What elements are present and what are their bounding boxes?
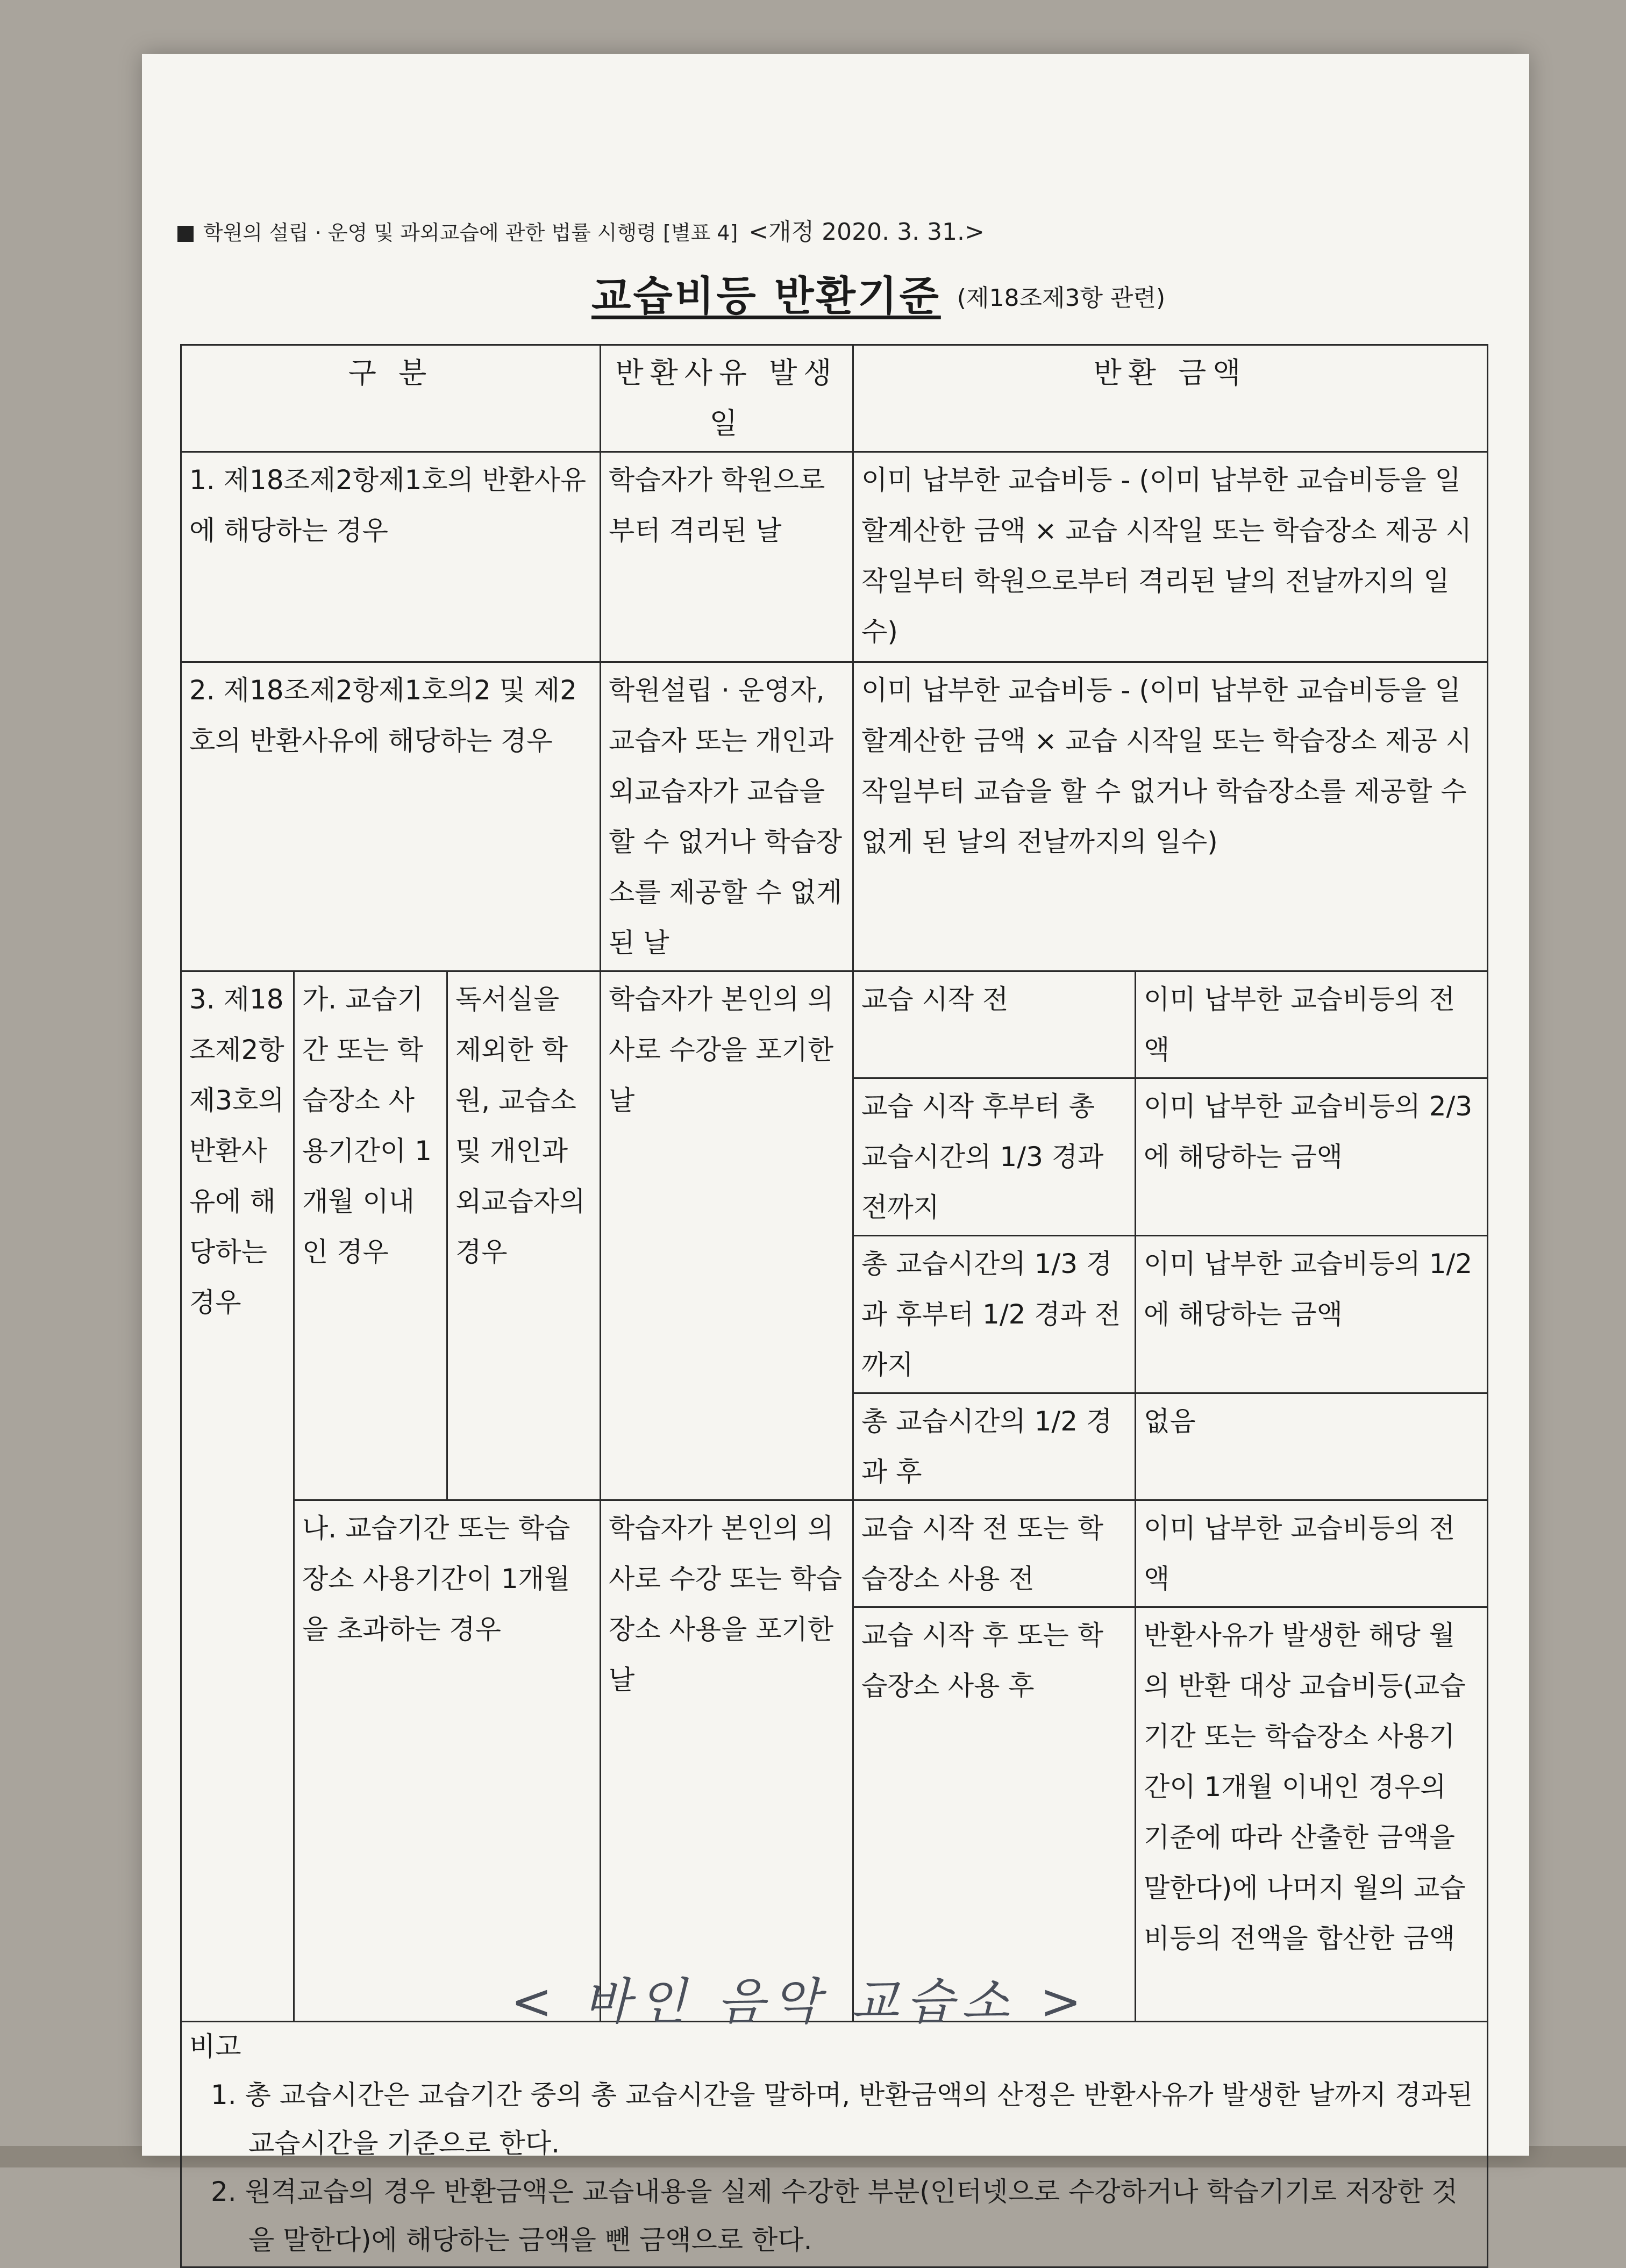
law-reference [177, 212, 1253, 247]
table-header-row [181, 345, 1488, 452]
handwritten-signature: < 바인 음악 교습소 > [511, 1973, 1089, 2030]
law-reference-text: 학원의 설립 · 운영 및 과외교습에 관한 법률 시행령 [별표 4] [203, 221, 738, 245]
row3-category: 3. 제18조제2항제3호의 반환사유에 해당하는 경우 [181, 971, 294, 2022]
row3-ga-condition-text: 교습기간 또는 학습장소 사용기간이 1개월 이내인 경우 [302, 984, 432, 1268]
row3-ga-condition [294, 971, 447, 1500]
row3-na-label: 나. [302, 1513, 337, 1544]
row3-ga-date: 학습자가 본인의 의사로 수강을 포기한 날 [601, 971, 853, 1500]
amendment-date: <개정 2020. 3. 31.> [748, 218, 985, 246]
ga-period-4: 총 교습시간의 1/2 경과 후 [853, 1393, 1136, 1500]
row3-ga-target: 독서실을 제외한 학원, 교습소 및 개인과외교습자의 경우 [447, 971, 601, 1500]
row1-amount: 이미 납부한 교습비등 - (이미 납부한 교습비등을 일할계산한 금액 × 교습 시작일 또는 학습장소 제공 시작일부터 학원으로부터 격리된 날의 전날까지의 일수) [853, 452, 1488, 662]
table-row [181, 2022, 1488, 2267]
row2-amount: 이미 납부한 교습비등 - (이미 납부한 교습비등을 일할계산한 금액 × 교습 시작일 또는 학습장소 제공 시작일부터 교습을 할 수 없거나 학습장소를 제공할 수 없게 된 날의 전날까지의 일수) [853, 662, 1488, 971]
row3-na-condition [294, 1500, 601, 2022]
note-item-2: 2. 원격교습의 경우 반환금액은 교습내용을 실제 수강한 부분(인터넷으로 수강하거나 학습기기로 저장한 것을 말한다)에 해당하는 금액을 뺀 금액으로 한다. [211, 2176, 1458, 2256]
row1-date: 학습자가 학원으로부터 격리된 날 [601, 452, 853, 662]
na-period-1: 교습 시작 전 또는 학습장소 사용 전 [853, 1500, 1136, 1607]
row3-na-condition-text: 교습기간 또는 학습장소 사용기간이 1개월을 초과하는 경우 [302, 1513, 570, 1645]
row3-ga-label: 가. [302, 984, 337, 1015]
page-title: 교습비등 반환기준 [591, 272, 941, 320]
header-category: 구 분 [181, 345, 601, 452]
ga-period-2: 교습 시작 후부터 총 교습시간의 1/3 경과 전까지 [853, 1078, 1136, 1236]
note-item-1: 1. 총 교습시간은 교습기간 중의 총 교습시간을 말하며, 반환금액의 산정은 반환사유가 발생한 날까지 경과된 교습시간을 기준으로 한다. [211, 2079, 1473, 2159]
ga-amount-2: 이미 납부한 교습비등의 2/3에 해당하는 금액 [1136, 1078, 1488, 1236]
ga-period-1: 교습 시작 전 [853, 971, 1136, 1078]
title-row [591, 263, 1165, 322]
ga-amount-4: 없음 [1136, 1393, 1488, 1500]
row1-category: 1. 제18조제2항제1호의 반환사유에 해당하는 경우 [181, 452, 601, 662]
table-row [181, 971, 1488, 1078]
title-note: (제18조제3항 관련) [957, 284, 1166, 312]
row2-date: 학원설립 · 운영자, 교습자 또는 개인과외교습자가 교습을 할 수 없거나 학습장소를 제공할 수 없게 된 날 [601, 662, 853, 971]
na-amount-1: 이미 납부한 교습비등의 전액 [1136, 1500, 1488, 1607]
ga-period-3: 총 교습시간의 1/3 경과 후부터 1/2 경과 전까지 [853, 1236, 1136, 1393]
notes-label: 비고 [189, 2031, 241, 2062]
notes-cell [181, 2022, 1488, 2267]
ga-amount-1: 이미 납부한 교습비등의 전액 [1136, 971, 1488, 1078]
square-bullet-icon [177, 226, 194, 242]
na-amount-2: 반환사유가 발생한 해당 월의 반환 대상 교습비등(교습기간 또는 학습장소 사용기간이 1개월 이내인 경우의 기준에 따라 산출한 금액을 말한다)에 나머지 월의 교습비등의 전액을 합산한 금액 [1136, 1607, 1488, 2022]
row2-category: 2. 제18조제2항제1호의2 및 제2호의 반환사유에 해당하는 경우 [181, 662, 601, 971]
table-row [181, 662, 1488, 971]
header-occurrence-date: 반환사유 발생일 [601, 345, 853, 452]
na-period-2: 교습 시작 후 또는 학습장소 사용 후 [853, 1607, 1136, 2022]
table-row [181, 452, 1488, 662]
ga-amount-3: 이미 납부한 교습비등의 1/2에 해당하는 금액 [1136, 1236, 1488, 1393]
row3-na-date: 학습자가 본인의 의사로 수강 또는 학습장소 사용을 포기한 날 [601, 1500, 853, 2022]
table-row [181, 1500, 1488, 1607]
header-refund-amount: 반환 금액 [853, 345, 1488, 452]
